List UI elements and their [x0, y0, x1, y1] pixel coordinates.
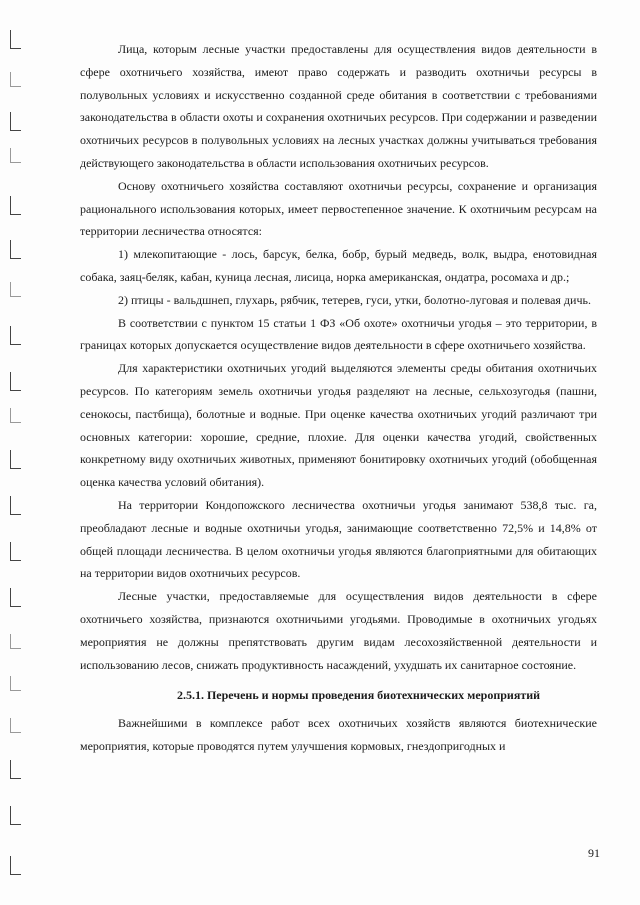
section-heading: 2.5.1. Перечень и нормы проведения биотехнических мероприятий [176, 688, 541, 703]
margin-mark [10, 542, 21, 561]
paragraph: Для характеристики охотничьих угодий выделяются элементы среды обитания охотничьих ресурсов. По категориям земель охотничьи угодья разделяют на лесные, сельхозугодья (пашни, сенокосы, пастбища), болотные и водные. При оценке качества охотничьих угодий различают три основных категории: хорошие, средние, плохие. Для оценки качества угодий, свойственных конкретному виду охотничьих животных, применяют бонитировку охотничьих угодий (обобщенная оценка качества условий обитания). [80, 361, 597, 490]
margin-mark [10, 112, 21, 131]
page-number: 91 [588, 846, 600, 860]
margin-mark [10, 196, 21, 215]
margin-mark [10, 496, 21, 515]
list-item-mammals: 1) млекопитающие - лось, барсук, белка, бобр, бурый медведь, волк, выдра, енотовидная собака, заяц-беляк, кабан, куница лесная, лисица, норка американская, ондатра, росомаха и др.; [80, 247, 597, 284]
margin-mark [10, 856, 21, 875]
margin-mark [10, 634, 21, 649]
paragraph: Основу охотничьего хозяйства составляют охотничьи ресурсы, сохранение и организация рационального использования которых, имеет первостепенное значение. К охотничьим ресурсам на территории лесничества относятся: [80, 178, 597, 239]
list-item-birds: 2) птицы - вальдшнеп, глухарь, рябчик, тетерев, гуси, утки, болотно-луговая и полевая дичь. [118, 292, 591, 307]
paragraph: В соответствии с пунктом 15 статьи 1 ФЗ «Об охоте» охотничьи угодья – это территории, в границах которых допускается осуществление видов деятельности в сфере охотничьего хозяйства. [80, 315, 597, 353]
paragraph: Лица, которым лесные участки предоставлены для осуществления видов деятельности в сфере охотничьего хозяйства, имеют право содержать и разводить охотничьи ресурсы в полувольных условиях и искусственно созданной среде обитания в соответствии с требованиями законодательства в области охоты и сохранения охотничьих ресурсов. При содержании и разведении охотничьих ресурсов в полувольных условиях на лесных участках должны учитываться требования действующего законодательства в области использования охотничьих ресурсов. [80, 42, 597, 170]
margin-mark [10, 450, 21, 469]
paragraph: Лесные участки, предоставляемые для осуществления видов деятельности в сфере охотничьего хозяйства, признаются охотничьими угодьями. Проводимые в охотничьих угодьях мероприятия не должны препятствовать другим видам лесохозяйственной деятельности и использованию лесов, снижать продуктивность насаждений, ухудшать их санитарное состояние. [80, 589, 597, 672]
margin-mark [10, 718, 21, 733]
margin-mark [10, 588, 21, 607]
margin-mark [10, 760, 21, 779]
binding-margin [0, 0, 40, 905]
margin-mark [10, 676, 21, 691]
paragraph: На территории Кондопожского лесничества охотничьи угодья занимают 538,8 тыс. га, преобладают лесные и водные охотничьи угодья, занимающие соответственно 72,5% и 14,8% от общей площади лесничества. В целом охотничьи угодья являются благоприятными для обитающих на территории видов охотничьих ресурсов. [80, 497, 597, 581]
margin-mark [10, 372, 21, 391]
margin-mark [10, 30, 21, 49]
margin-mark [10, 148, 21, 163]
margin-mark [10, 72, 21, 87]
page-body [80, 38, 597, 758]
margin-mark [10, 806, 21, 825]
margin-mark [10, 408, 21, 423]
paragraph: Важнейшими в комплексе работ всех охотничьих хозяйств являются биотехнические мероприятия, которые проводятся путем улучшения кормовых, гнездопригодных и [80, 716, 597, 754]
margin-mark [10, 326, 21, 345]
margin-mark [10, 240, 21, 259]
margin-mark [10, 282, 21, 297]
